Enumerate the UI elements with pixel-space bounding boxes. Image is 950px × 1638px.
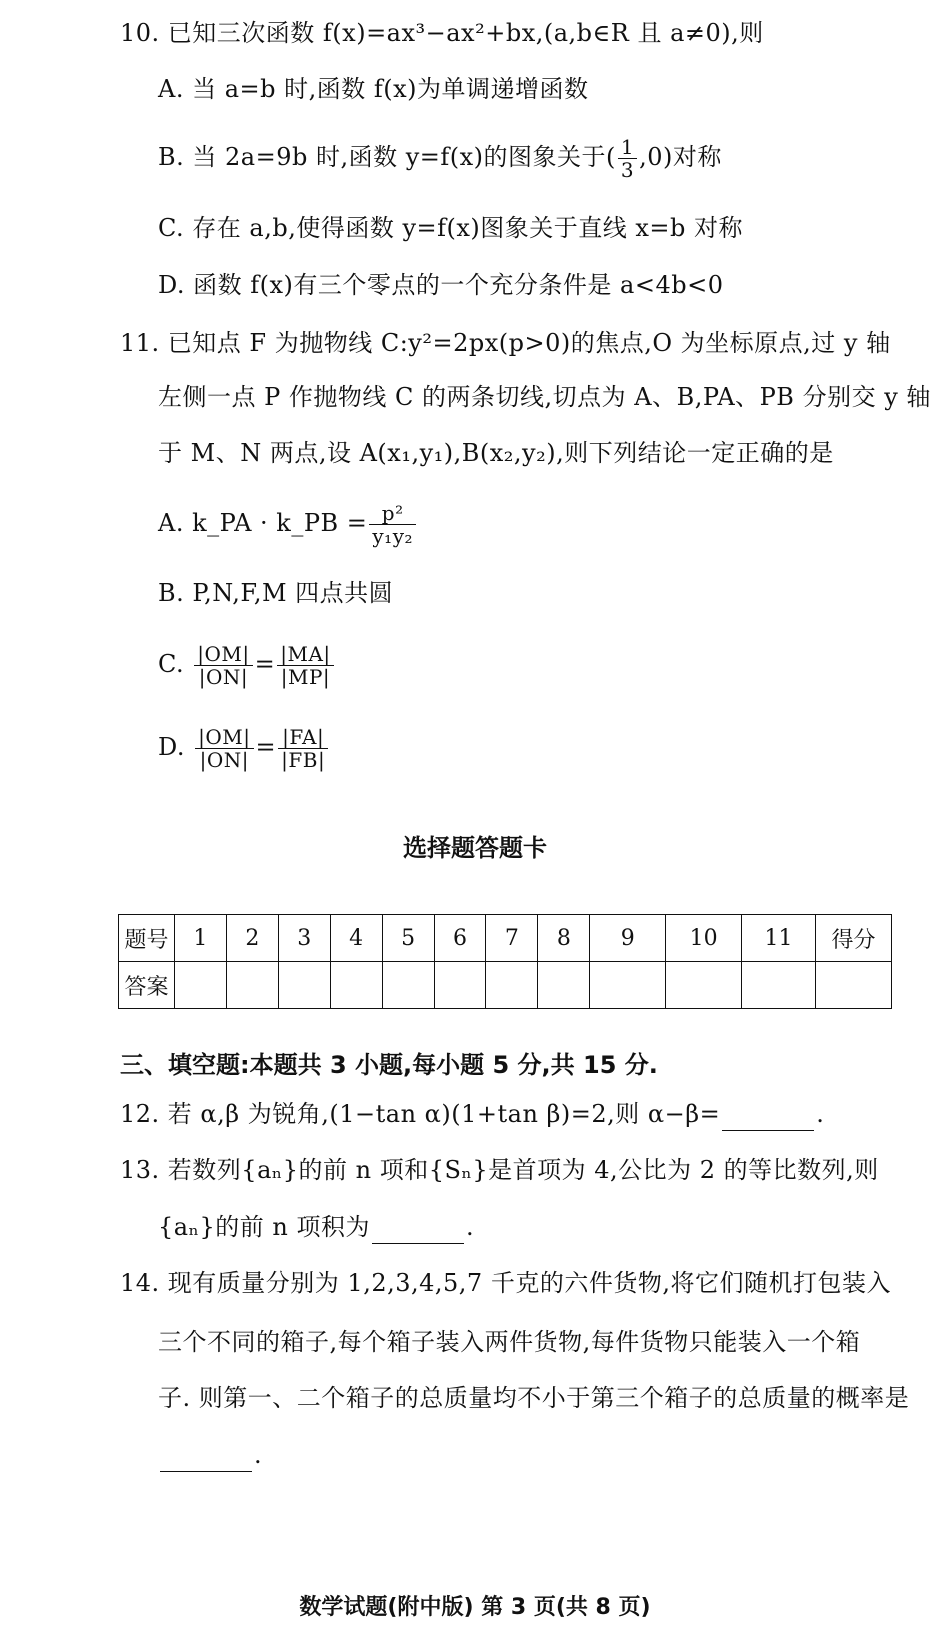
answer-cell[interactable] <box>434 962 486 1009</box>
q12 <box>120 1097 824 1131</box>
fraction-numerator: |OM| <box>195 726 253 749</box>
fraction-denominator: y₁y₂ <box>372 524 414 548</box>
q11-option-b: B. P,N,F,M 四点共圆 <box>158 579 394 607</box>
answer-card-table <box>118 914 892 1009</box>
q10-option-b-post: ,0)对称 <box>639 143 722 171</box>
answer-cell[interactable] <box>226 962 278 1009</box>
q11-option-d-fraction-right <box>278 726 328 771</box>
q11-option-c-fraction-right <box>277 643 333 688</box>
q10-option-b-fraction <box>618 136 637 181</box>
equals-sign: = <box>255 733 277 761</box>
question-number: 8 <box>538 915 590 962</box>
fraction-denominator: |ON| <box>199 748 250 772</box>
question-number: 1 <box>174 915 226 962</box>
q10-option-b <box>158 136 722 181</box>
q11-option-a <box>158 502 418 547</box>
q11-option-c-fraction-left <box>194 643 252 688</box>
q14-period: . <box>254 1441 263 1469</box>
q10-option-d: D. 函数 f(x)有三个零点的一个充分条件是 a<4b<0 <box>158 271 724 299</box>
section-3-heading: 三、填空题:本题共 3 小题,每小题 5 分,共 15 分. <box>120 1051 658 1079</box>
q12-answer-blank[interactable] <box>722 1106 814 1131</box>
fraction-numerator: |OM| <box>194 643 252 666</box>
q11-stem-line3: 于 M、N 两点,设 A(x₁,y₁),B(x₂,y₂),则下列结论一定正确的是 <box>158 439 834 467</box>
q11-option-c-label: C. <box>158 650 185 678</box>
q13-period: . <box>465 1213 475 1241</box>
q11-option-a-pre: A. k_PA · k_PB = <box>158 509 368 537</box>
question-number: 9 <box>590 915 666 962</box>
question-number: 10 <box>666 915 742 962</box>
answer-card-title: 选择题答题卡 <box>403 834 547 862</box>
answer-cell[interactable] <box>590 962 666 1009</box>
q11-option-c <box>158 643 336 688</box>
answer-cell[interactable] <box>278 962 330 1009</box>
q10-option-c: C. 存在 a,b,使得函数 y=f(x)图象关于直线 x=b 对称 <box>158 214 744 242</box>
answer-cell[interactable] <box>742 962 816 1009</box>
answer-cell[interactable] <box>330 962 382 1009</box>
q12-period: . <box>816 1100 825 1128</box>
q14-line2: 三个不同的箱子,每个箱子装入两件货物,每件货物只能装入一个箱 <box>158 1328 861 1356</box>
q11-option-d-label: D. <box>158 733 186 761</box>
question-number-label: 题号 <box>119 915 175 962</box>
q14-line3: 子. 则第一、二个箱子的总质量均不小于第三个箱子的总质量的概率是 <box>158 1384 910 1412</box>
q13-text: {aₙ}的前 n 项积为 <box>158 1213 370 1241</box>
score-cell[interactable] <box>816 962 892 1009</box>
question-number: 4 <box>330 915 382 962</box>
q11-option-d-fraction-left <box>195 726 253 771</box>
question-number: 11 <box>742 915 816 962</box>
fraction-numerator: p² <box>369 502 416 525</box>
page-footer: 数学试题(附中版) 第 3 页(共 8 页) <box>299 1595 651 1620</box>
q10-stem: 10. 已知三次函数 f(x)=ax³−ax²+bx,(a,b∈R 且 a≠0),则 <box>120 19 764 47</box>
fraction-denominator: 3 <box>620 158 635 182</box>
q14-answer-blank[interactable] <box>160 1447 252 1472</box>
q14-line1: 14. 现有质量分别为 1,2,3,4,5,7 千克的六件货物,将它们随机打包装入 <box>120 1269 891 1297</box>
fraction-numerator: 1 <box>618 136 637 159</box>
q12-text: 12. 若 α,β 为锐角,(1−tan α)(1+tan β)=2,则 α−β= <box>120 1100 721 1128</box>
score-label: 得分 <box>816 915 892 962</box>
q10-option-a: A. 当 a=b 时,函数 f(x)为单调递增函数 <box>158 75 589 103</box>
answer-cell[interactable] <box>538 962 590 1009</box>
fraction-numerator: |FA| <box>278 726 328 749</box>
q10-option-b-pre: B. 当 2a=9b 时,函数 y=f(x)的图象关于( <box>158 143 616 171</box>
answer-cell[interactable] <box>174 962 226 1009</box>
question-number: 3 <box>278 915 330 962</box>
equals-sign: = <box>254 650 276 678</box>
q11-option-a-fraction <box>369 502 416 547</box>
question-number: 7 <box>486 915 538 962</box>
q11-stem-line1: 11. 已知点 F 为抛物线 C:y²=2px(p>0)的焦点,O 为坐标原点,过 y 轴 <box>120 329 891 357</box>
answer-cell[interactable] <box>486 962 538 1009</box>
answer-card-header-row <box>119 915 892 962</box>
q13-answer-blank[interactable] <box>372 1219 464 1244</box>
q11-stem-line2: 左侧一点 P 作抛物线 C 的两条切线,切点为 A、B,PA、PB 分别交 y 轴 <box>158 383 931 411</box>
q13-line1: 13. 若数列{aₙ}的前 n 项和{Sₙ}是首项为 4,公比为 2 的等比数列,则 <box>120 1156 879 1184</box>
answer-label: 答案 <box>119 962 175 1009</box>
q11-option-d <box>158 726 330 771</box>
fraction-denominator: |FB| <box>281 748 326 772</box>
question-number: 2 <box>226 915 278 962</box>
fraction-denominator: |ON| <box>198 665 249 689</box>
answer-cell[interactable] <box>666 962 742 1009</box>
answer-cell[interactable] <box>382 962 434 1009</box>
answer-card-answer-row <box>119 962 892 1009</box>
question-number: 5 <box>382 915 434 962</box>
q14-line4 <box>158 1438 262 1472</box>
fraction-denominator: |MP| <box>280 665 331 689</box>
question-number: 6 <box>434 915 486 962</box>
q13-line2 <box>158 1210 474 1244</box>
fraction-numerator: |MA| <box>277 643 333 666</box>
